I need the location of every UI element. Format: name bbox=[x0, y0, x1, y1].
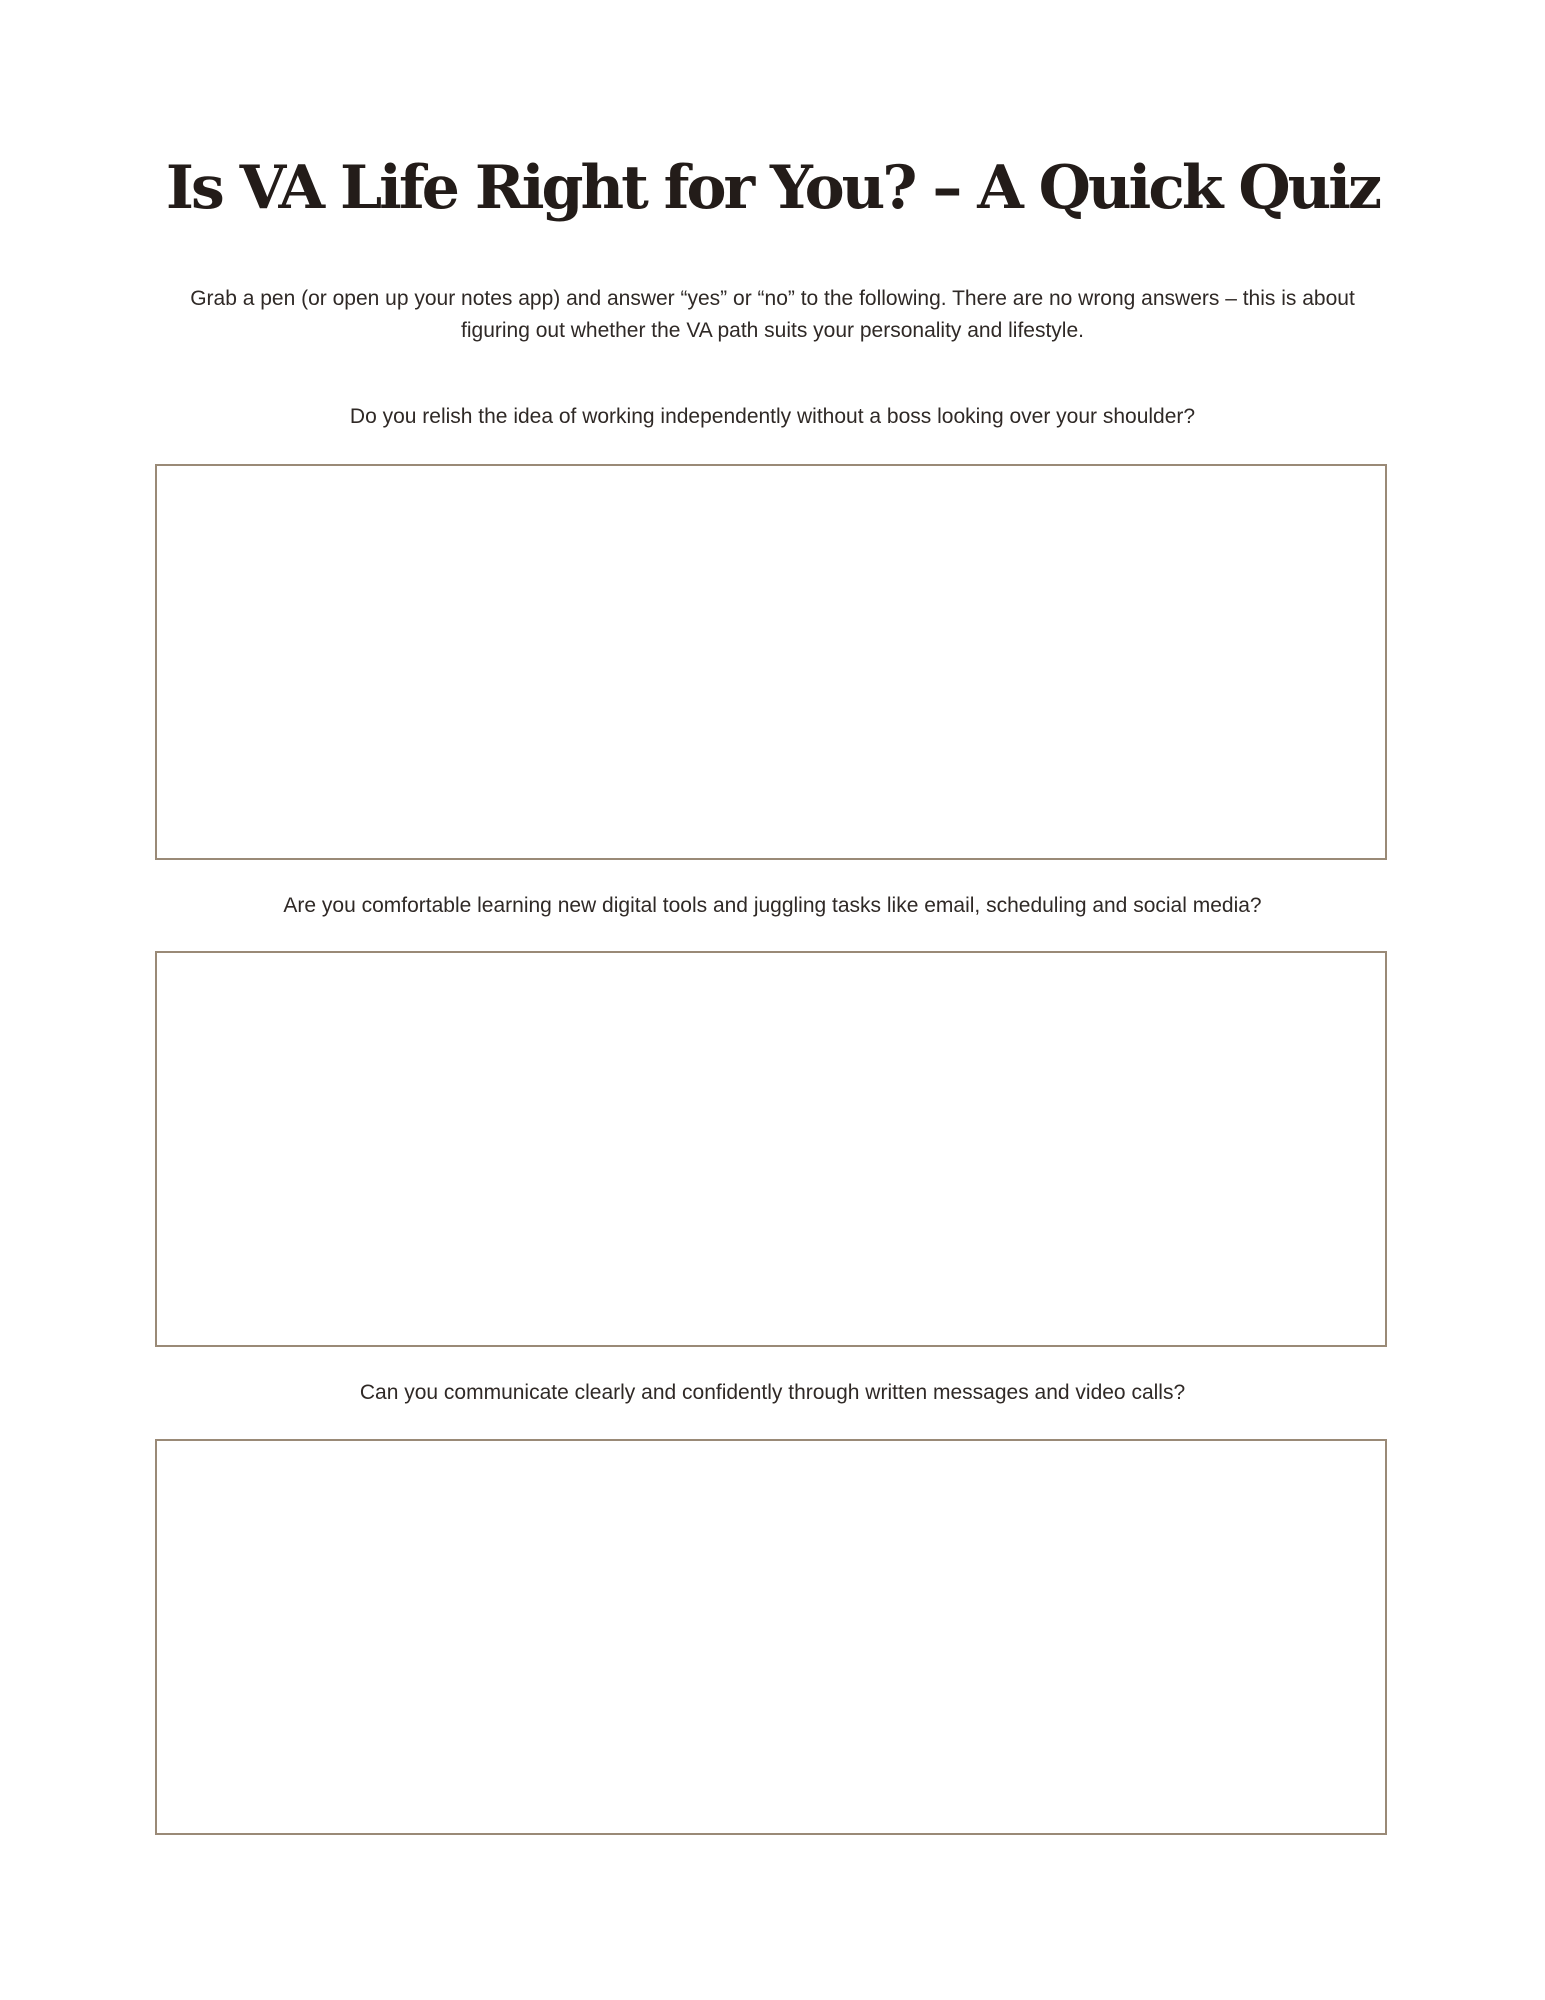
intro-paragraph: Grab a pen (or open up your notes app) and answer “yes” or “no” to the following. There are no wrong answers – this is about figuring out whether the VA path suits your personality and lifestyle. bbox=[190, 287, 1355, 342]
answer-box-2[interactable] bbox=[155, 951, 1387, 1347]
question-3: Can you communicate clearly and confidently through written messages and video calls? bbox=[359, 1381, 1186, 1404]
answer-box-1[interactable] bbox=[155, 464, 1387, 860]
answer-box-3[interactable] bbox=[155, 1439, 1387, 1835]
question-2: Are you comfortable learning new digital tools and juggling tasks like email, scheduling and social media? bbox=[283, 894, 1262, 917]
page-title: Is VA Life Right for You? – A Quick Quiz bbox=[165, 153, 1380, 223]
question-1: Do you relish the idea of working independently without a boss looking over your shoulder? bbox=[349, 405, 1196, 428]
